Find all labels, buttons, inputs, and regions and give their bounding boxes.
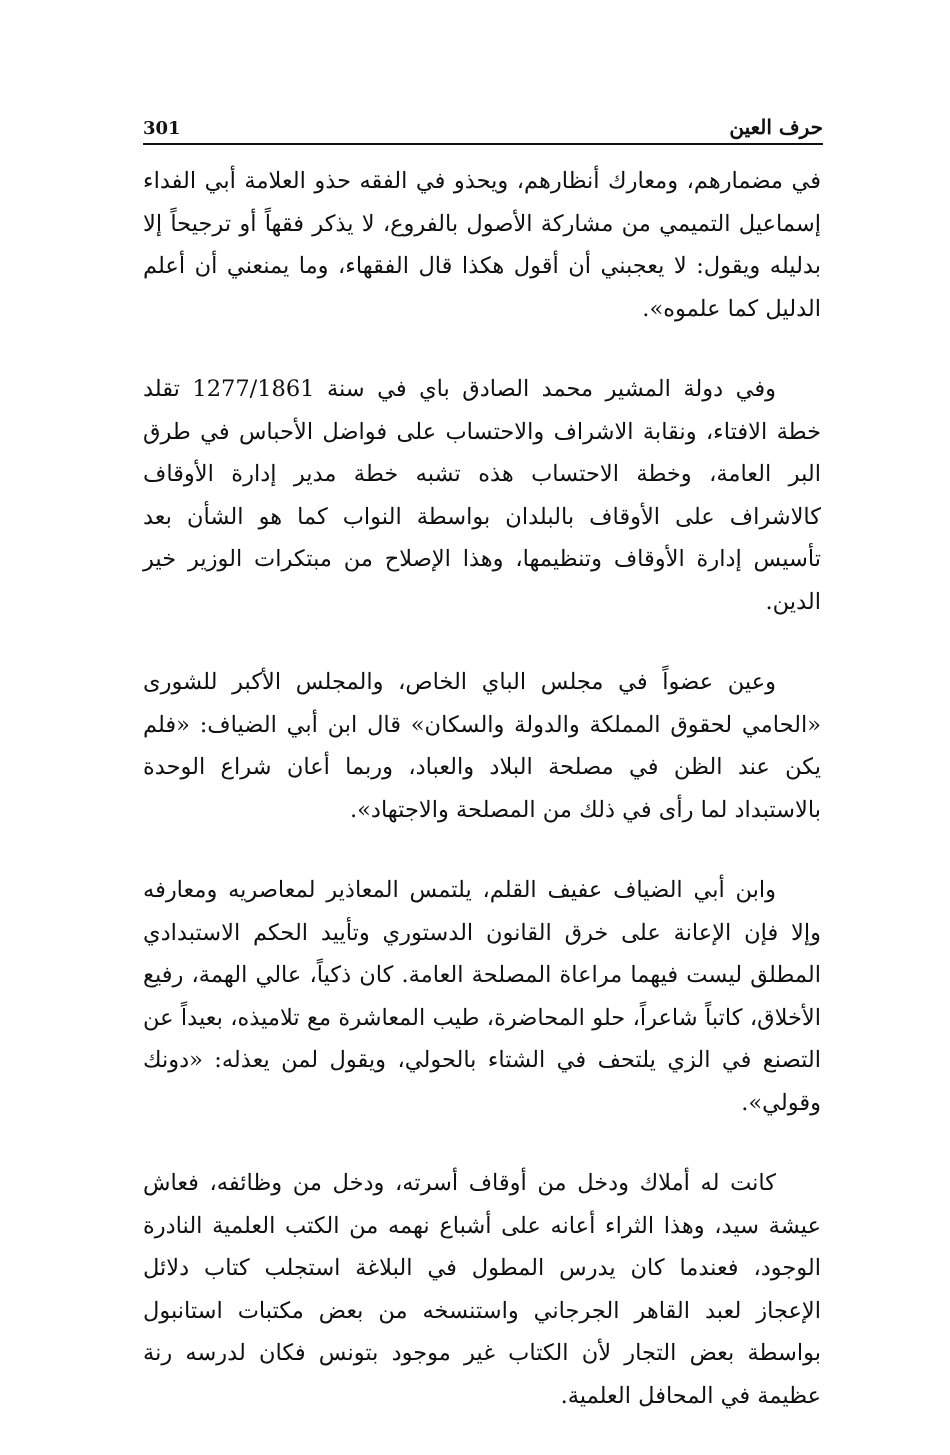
paragraph-3: وعين عضواً في مجلس الباي الخاص، والمجلس الأكبر للشورى «الحامي لحقوق المملكة والدولة والسكان» قال ابن أبي الضياف: «فلم يكن عند الظن في مصلحة البلاد والعباد، وربما أعان شراع الوحدة بالاستبداد لما رأى في ذلك من المصلحة والاجتهاد». [143,669,821,823]
paragraph-4: وابن أبي الضياف عفيف القلم، يلتمس المعاذير لمعاصريه ومعارفه وإلا فإن الإعانة على خرق القانون الدستوري وتأييد الحكم الاستبدادي المطلق ليست فيهما مراعاة المصلحة العامة. كان ذكياً، عالي الهمة، رفيع الأخلاق، كاتباً شاعراً، حلو المحاضرة، طيب المعاشرة مع تلاميذه، بعيداً عن التصنع في الزي يلتحف في الشتاء بالحولي، ويقول لمن يعذله: «دونك وقولي». [143,877,821,1116]
running-title: حرف العين [729,115,823,139]
page-header [143,113,823,145]
paragraph-1: في مضمارهم، ومعارك أنظارهم، ويحذو في الفقه حذو العلامة أبي الفداء إسماعيل التميمي من مشاركة الأصول بالفروع، لا يذكر فقهاً أو ترجيحاً إلا بدليله ويقول: لا يعجبني أن أقول هكذا قال الفقهاء، وما يمنعني أن أعلم الدليل كما علموه». [143,168,821,322]
paragraph-2: وفي دولة المشير محمد الصادق باي في سنة 1277/1861 تقلد خطة الافتاء، ونقابة الاشراف والاحتساب على فواضل الأحباس في طرق البر العامة، وخطة الاحتساب هذه تشبه خطة مدير إدارة الأوقاف كالاشراف على الأوقاف بالبلدان بواسطة النواب كما هو الشأن بعد تأسيس إدارة الأوقاف وتنظيمها، وهذا الإصلاح من مبتكرات الوزير خير الدين. [143,376,821,615]
body-text [143,160,821,1455]
paragraph-5: كانت له أملاك ودخل من أوقاف أسرته، ودخل من وظائفه، فعاش عيشة سيد، وهذا الثراء أعانه على أشباع نهمه من الكتب العلمية النادرة الوجود، فعندما كان يدرس المطول في البلاغة استجلب كتاب دلائل الإعجاز لعبد القاهر الجرجاني واستنسخه من بعض مكتبات استانبول بواسطة بعض التجار لأن الكتاب غير موجود بتونس فكان لدرسه رنة عظيمة في المحافل العلمية. [143,1170,821,1409]
page-number: 301 [143,118,181,139]
